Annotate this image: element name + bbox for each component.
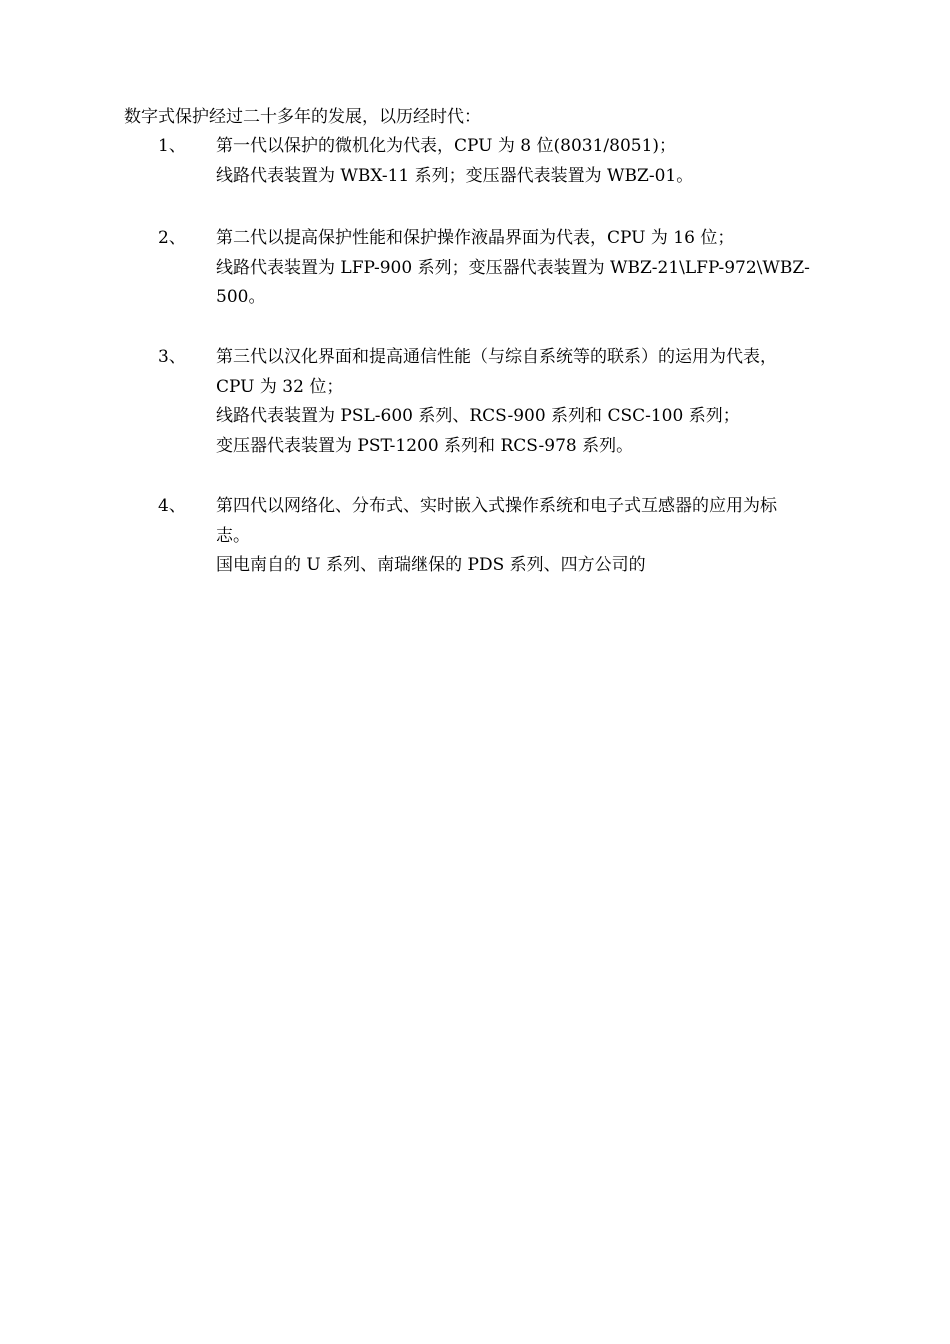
list-item-line: 第一代以保护的微机化为代表，CPU 为 8 位(8031/8051)； — [216, 136, 677, 156]
list-item-line: 国电南自的 U 系列、南瑞继保的 PDS 系列、四方公司的 — [216, 555, 646, 575]
list-item-number: 2、 — [158, 228, 186, 248]
list-item-body — [216, 132, 871, 191]
list-item-number: 1、 — [158, 136, 186, 156]
list-item-number: 3、 — [158, 347, 186, 367]
list-item-line: 第四代以网络化、分布式、实时嵌入式操作系统和电子式互感器的应用为标 — [216, 496, 777, 516]
list-item-body — [216, 492, 871, 581]
list-item-line: 变压器代表装置为 PST-1200 系列和 RCS-978 系列。 — [216, 435, 634, 456]
list-item-line: 500。 — [216, 287, 266, 307]
list-item-body — [216, 224, 871, 313]
list-item-line: 线路代表装置为 PSL-600 系列、RCS-900 系列和 CSC-100 系列； — [216, 406, 740, 426]
list-item-line: 线路代表装置为 WBX-11 系列；变压器代表装置为 WBZ-01。 — [216, 165, 694, 186]
list-item-line: 第三代以汉化界面和提高通信性能（与综自系统等的联系）的运用为代表， — [216, 347, 777, 367]
intro-paragraph: 数字式保护经过二十多年的发展，以历经时代： — [124, 107, 481, 127]
list-item-line: 线路代表装置为 LFP-900 系列；变压器代表装置为 WBZ-21\LFP-972\WBZ- — [216, 257, 810, 278]
list-item-body — [216, 343, 871, 461]
list-item-number: 4、 — [158, 496, 186, 516]
list-item-line: 第二代以提高保护性能和保护操作液晶界面为代表，CPU 为 16 位； — [216, 228, 735, 248]
list-item-line: 志。 — [216, 525, 250, 546]
list-item-line: CPU 为 32 位； — [216, 376, 344, 397]
